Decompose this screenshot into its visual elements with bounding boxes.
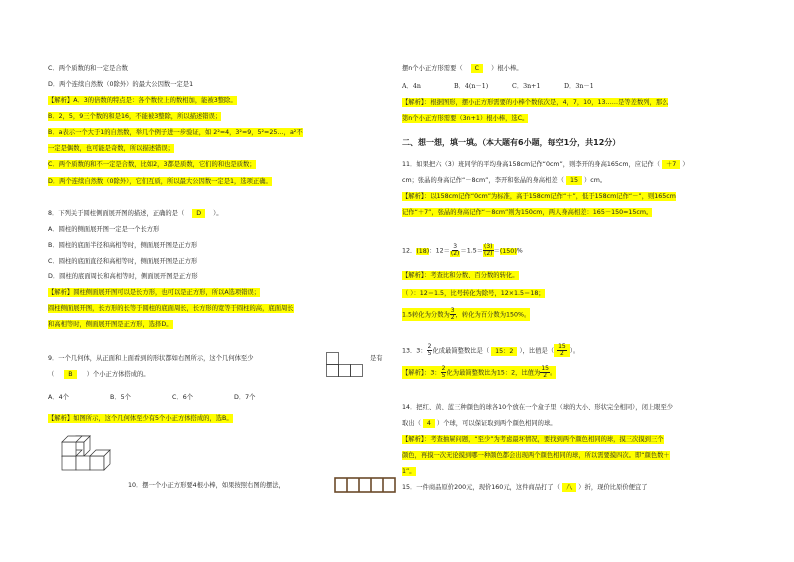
- q7-option-c: C．两个质数的和一定是合数: [48, 65, 128, 72]
- q7-analysis-3: B．a表示一个大于1的自然数，举几个例子进一步验证，如 2²=4，3²=9，5²=25…，a²不: [48, 129, 303, 136]
- q11-line-2: cm；张晶的身高记作“－8cm”，李开和张晶的身高相差（ 15 ）cm。: [402, 177, 607, 184]
- q11-answer-1: ＋7: [662, 160, 680, 169]
- q13-answer-2: $\frac{15}{2}$: [554, 344, 570, 357]
- q9-view-figure: [326, 352, 364, 380]
- q9-stem-tail: 是有: [370, 355, 383, 362]
- q9-cube-figure: [56, 434, 126, 480]
- q12-fraction-1: $\frac{3}{(2)}$: [450, 243, 460, 257]
- q12-analysis-3: 1.5转化为分数为 $\frac{3}{2}$ ，转化为百分数为150%。: [402, 307, 531, 321]
- q8-option-c: C．圆柱的底面直径和高相等时，侧面展开图是正方形: [48, 258, 198, 265]
- q11-answer-2: 15: [566, 176, 582, 185]
- q8-analysis-2: 圆柱侧面展开图，长方形的长等于圆柱的底面周长，长方形的宽等于圆柱的高，底面周长: [48, 305, 294, 312]
- q10-stick-figure: [334, 477, 396, 493]
- q9-analysis: 【解析】如图所示，这个几何体至少有5个小正方体搭成的，选B。: [48, 415, 233, 422]
- q7-analysis-4: 一定是偶数，也可能是奇数，所以描述错误；: [48, 145, 174, 152]
- q13-answer-1: 15：2: [491, 347, 517, 356]
- q7-analysis-1: 【解析】A．3的倍数的特点是：各个数位上的数相加，能被3整除。: [48, 97, 237, 104]
- q9-answer: B: [64, 370, 76, 379]
- q10-option-b: B．4(n－1): [454, 83, 489, 90]
- q8-option-d: D．圆柱的底面周长和高相等时，侧面展开图是正方形: [48, 273, 198, 280]
- q10-stem-cont: 摆n个小正方形需要（ C ）根小棒。: [402, 65, 523, 72]
- q11-analysis-2: 记作“＋7”，张晶的身高记作“－8cm”则为150cm，两人身高相差：165－150=15cm。: [402, 209, 653, 216]
- q8-option-a: A．圆柱的侧面展开图一定是一个长方形: [48, 226, 160, 233]
- q7-analysis-6: D．两个连续自然数（0除外），它们互质，所以最大公因数一定是1，选项正确。: [48, 178, 272, 185]
- q7-analysis-2: B．2，5，9三个数的和是16，不能被3整除，所以描述错误；: [48, 113, 222, 120]
- q12-analysis-1: 【解析】：考查比和分数、百分数的转化。: [402, 272, 519, 279]
- q15-stem: 15．一件商品原价200元，现价160元，这件商品打了（ 八 ）折，现价比原价便宜了: [402, 484, 648, 491]
- q10-analysis-2: 第n个小正方形需要（3n+1）根小棒，选C。: [402, 115, 529, 122]
- q7-option-d: D．两个连续自然数（0除外）的最大公因数一定是1: [48, 81, 194, 88]
- q9-option-a: A．4个: [48, 394, 69, 401]
- q10-option-c: C．3n+1: [512, 83, 541, 90]
- q10-answer: C: [471, 64, 483, 73]
- q13-analysis: 【解析】：3： $\frac{2}{5}$ 化为最简整数比为15：2，比值为 $\frac{15}{2}$ 。: [402, 365, 557, 379]
- q10-option-a: A．4n: [402, 83, 421, 90]
- q14-line-2: 取出（ 4 ）个球，可以保证取到两个颜色相同的球。: [402, 420, 557, 427]
- q7-analysis-5: C．两个质数的和不一定是合数，比如2，3都是质数，它们的和也是质数；: [48, 161, 256, 168]
- q9-option-b: B．5个: [110, 394, 131, 401]
- section-2-title: 二、想一想，填一填。（本大题有6小题，每空1分，共12分）: [402, 138, 621, 147]
- q8-option-b: B．圆柱的底面半径和高相等时，侧面展开图是正方形: [48, 242, 198, 249]
- q12-percent: (150): [499, 247, 517, 255]
- q14-answer: 4: [423, 419, 435, 428]
- q10-analysis-1: 【解析】：根据图形，摆小正方形需要的小棒个数依次是，4，7，10，13……是等差数列，那么: [402, 99, 669, 106]
- q10-stem: 10．摆一个小正方形要4根小棒，如果按照右图的摆法，: [128, 482, 285, 489]
- q14-line-1: 14．把红、黄、蓝三种颜色的球各10个放在一个盒子里（球的大小、形状完全相同），闭上眼至少: [402, 404, 674, 411]
- q12-fraction-2: $\frac{(3)}{(2)}$: [484, 243, 493, 257]
- q14-analysis-2: 颜色，再摸一次无论摸到哪一种颜色都会出现两个颜色相同的球，所以需要摸四次。即“颜色数＋: [402, 452, 670, 459]
- q9-stem-2: （ B ）个小正方体搭成的。: [48, 371, 150, 378]
- q9-option-c: C．6个: [172, 394, 193, 401]
- q8-stem: 8．下列关于圆柱侧面展开图的描述，正确的是（ D ）。: [48, 210, 223, 217]
- q8-analysis-1: 【解析】圆柱侧面展开图可以是长方形，也可以是正方形，所以A选项错误；: [48, 289, 261, 296]
- q14-analysis-1: 【解析】：考查抽屉问题，“至少”为考虑最坏情况，要找到两个颜色相同的球，摸三次摸到三个: [402, 436, 664, 443]
- q11-analysis-1: 【解析】：以158cm记作“0cm”为标准，高于158cm记作“＋”，低于158cm记作“－”，则165cm: [402, 193, 676, 200]
- q12-stem: 12．(18)：12＝ $\frac{3}{(2)}$ ＝1.5＝ $\frac{(3)}{(2)}$ ＝(150)%: [402, 243, 523, 257]
- q10-option-d: D．3n－1: [564, 83, 594, 90]
- q8-analysis-3: 和高相等时，侧面展开图是正方形，选择D。: [48, 321, 173, 328]
- q9-stem: 9．一个几何体，从正面和上面看到的形状都如右图所示，这个几何体至少: [48, 355, 254, 362]
- q11-line-1: 11．如果把六（3）班同学的平均身高158cm记作“0cm”，则李开的身高165cm，应记作（ ＋7 ）: [402, 161, 689, 168]
- q8-answer: D: [192, 209, 205, 218]
- q13-stem: 13．3： $\frac{2}{5}$ 化成最简整数比是（ 15：2 ），比值是（ $\frac{15}{2}$ ）。: [402, 343, 580, 357]
- q15-answer: 八: [562, 483, 576, 492]
- q9-option-d: D．7个: [234, 394, 256, 401]
- q12-answer-1: (18): [416, 247, 430, 255]
- q14-analysis-3: 1”。: [402, 468, 416, 475]
- q12-analysis-2: （ ）：12＝1.5，比号转化为除号，12×1.5＝18；: [402, 290, 545, 297]
